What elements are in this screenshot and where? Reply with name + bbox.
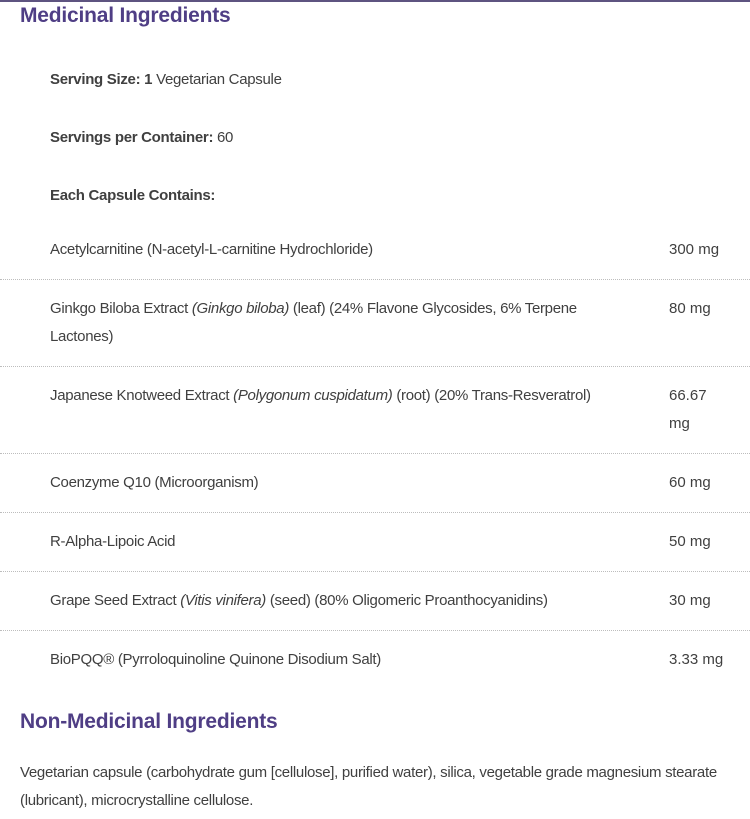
ingredient-name-text: BioPQQ® (Pyrroloquinoline Quinone Disodium Salt): [50, 651, 381, 668]
ingredient-name-text: Coenzyme Q10 (Microorganism): [50, 474, 259, 491]
ingredient-row: [0, 221, 750, 280]
serving-size-value: Vegetarian Capsule: [152, 71, 282, 88]
ingredient-name: [50, 382, 610, 410]
ingredient-name: [50, 587, 610, 615]
ingredient-name-text: Japanese Knotweed Extract: [50, 387, 234, 404]
medicinal-ingredients-table: [0, 221, 750, 689]
ingredient-name: [50, 528, 610, 556]
ingredient-name-text: R-Alpha-Lipoic Acid: [50, 533, 176, 550]
serving-info-block: [50, 71, 750, 205]
servings-per-container-label: Servings per Container:: [50, 129, 214, 146]
ingredient-name: [50, 469, 610, 497]
serving-size-line: [50, 71, 750, 89]
ingredient-amount: 3.33 mg: [669, 651, 724, 668]
ingredient-amount: 300 mg: [669, 241, 720, 258]
ingredient-row: [0, 280, 750, 367]
ingredient-name: [50, 236, 610, 264]
non-medicinal-ingredients-text: Vegetarian capsule (carbohydrate gum [cellulose], purified water), silica, vegetable grade magnesium stearate (lubricant), microcrystalline cellulose.: [20, 764, 717, 809]
ingredient-amount: 30 mg: [669, 592, 711, 609]
ingredient-row: [0, 513, 750, 572]
ingredient-row: [0, 454, 750, 513]
ingredient-row: [0, 367, 750, 454]
ingredient-name-text: (seed) (80% Oligomeric Proanthocyanidins): [265, 592, 548, 609]
ingredient-name: [50, 295, 610, 351]
ingredient-name-text: Acetylcarnitine (N-acetyl-L-carnitine Hydrochloride): [50, 241, 373, 258]
ingredient-amount: 60 mg: [669, 474, 711, 491]
ingredient-name-text: Grape Seed Extract: [50, 592, 181, 609]
ingredient-name: [50, 646, 610, 674]
medicinal-ingredients-heading: Medicinal Ingredients: [20, 4, 231, 27]
each-capsule-contains-label: Each Capsule Contains:: [50, 187, 216, 204]
ingredient-name-text: (leaf) (24% Flavone Glycosides, 6% Terpene Lactones): [50, 300, 577, 345]
ingredient-name-text: Ginkgo Biloba Extract: [50, 300, 192, 317]
ingredient-amount: 66.67 mg: [669, 387, 707, 432]
ingredient-name-latin: (Vitis vinifera): [180, 592, 266, 609]
ingredient-name-latin: (Polygonum cuspidatum): [233, 387, 393, 404]
ingredient-amount: 50 mg: [669, 533, 711, 550]
servings-per-container-line: [50, 129, 750, 147]
ingredient-row: [0, 572, 750, 631]
servings-per-container-value: 60: [213, 129, 234, 146]
ingredient-row: [0, 631, 750, 689]
non-medicinal-ingredients-heading: Non-Medicinal Ingredients: [20, 710, 278, 733]
ingredient-amount: 80 mg: [669, 300, 711, 317]
serving-size-label: Serving Size: 1: [50, 71, 153, 88]
ingredient-name-latin: (Ginkgo biloba): [191, 300, 290, 317]
ingredient-name-text: (root) (20% Trans-Resveratrol): [392, 387, 591, 404]
